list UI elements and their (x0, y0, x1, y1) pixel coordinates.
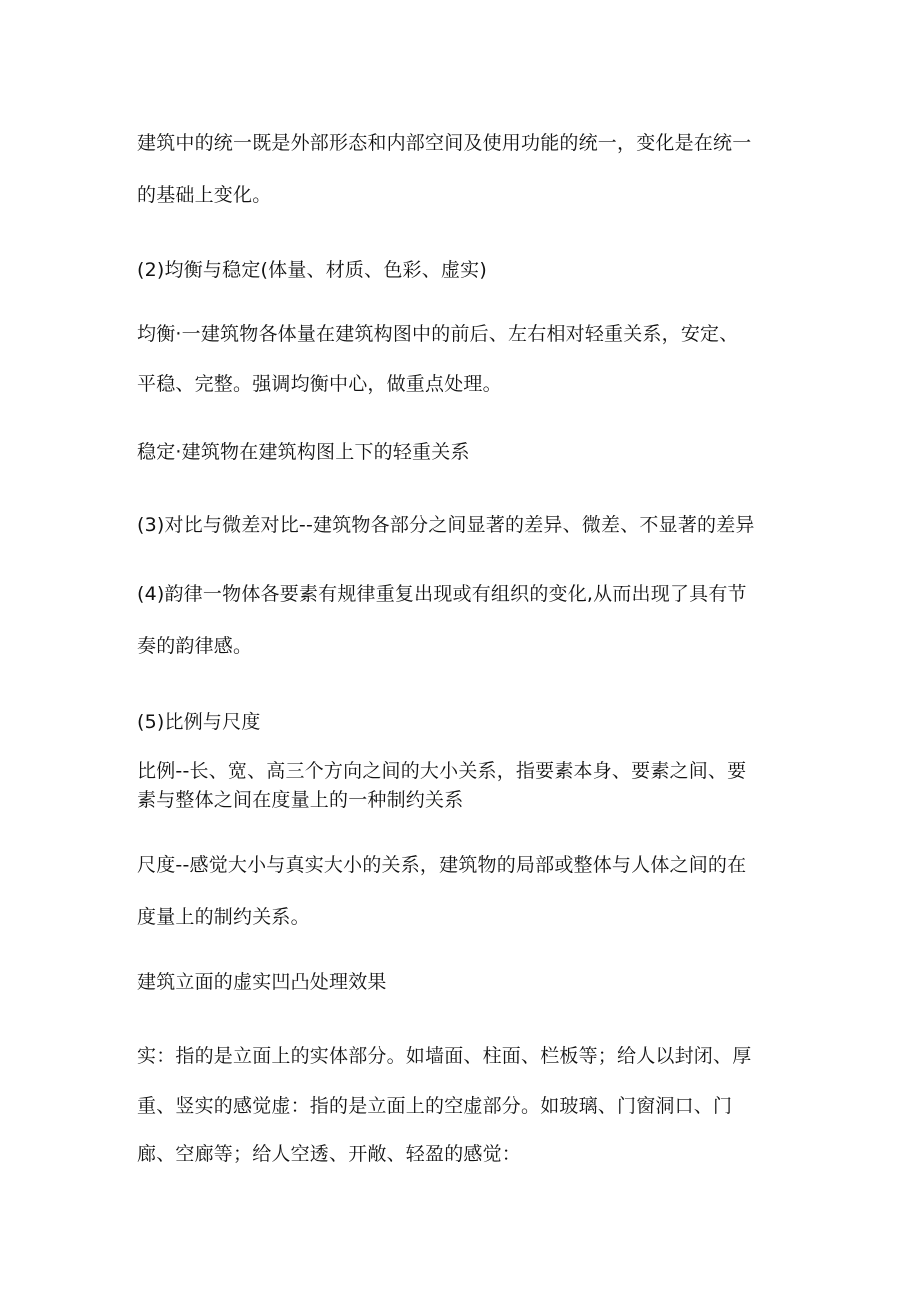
paragraph-unity-line-1: 建筑中的统一既是外部形态和内部空间及使用功能的统一，变化是在统一 (137, 132, 752, 154)
paragraph-balance-line-2: 平稳、完整。强调均衡中心，做重点处理。 (137, 373, 502, 395)
paragraph-contrast: (3)对比与微差对比--建筑物各部分之间显著的差异、微差、不显著的差异 (137, 514, 755, 536)
paragraph-scale-line-1: 尺度--感觉大小与真实大小的关系，建筑物的局部或整体与人体之间的在 (137, 854, 747, 876)
heading-balance-stability: (2)均衡与稳定(体量、材质、色彩、虚实) (137, 259, 487, 281)
heading-solid-void: 建筑立面的虚实凹凸处理效果 (137, 971, 387, 993)
paragraph-balance-line-1: 均衡·一建筑物各体量在建筑构图中的前后、左右相对轻重关系，安定、 (137, 323, 739, 345)
paragraph-solid-void-line-3: 廊、空廊等；给人空透、开敞、轻盈的感觉： (137, 1143, 522, 1165)
paragraph-unity-line-2: 的基础上变化。 (137, 184, 272, 206)
paragraph-scale-line-2: 度量上的制约关系。 (137, 906, 310, 928)
paragraph-solid-void-line-1: 实：指的是立面上的实体部分。如墙面、柱面、栏板等；给人以封闭、厚 (137, 1045, 752, 1067)
paragraph-stability: 稳定·建筑物在建筑构图上下的轻重关系 (137, 441, 470, 463)
paragraph-solid-void-line-2: 重、竖实的感觉虚：指的是立面上的空虚部分。如玻璃、门窗洞口、门 (137, 1095, 733, 1117)
paragraph-rhythm-line-1: (4)韵律一物体各要素有规律重复出现或有组织的变化,从而出现了具有节 (137, 583, 747, 605)
paragraph-proportion-line-2: 素与整体之间在度量上的一种制约关系 (137, 789, 464, 811)
paragraph-proportion-line-1: 比例--长、宽、高三个方向之间的大小关系，指要素本身、要素之间、要 (137, 760, 747, 782)
heading-proportion-scale: (5)比例与尺度 (137, 711, 261, 733)
paragraph-rhythm-line-2: 奏的韵律感。 (137, 635, 253, 657)
